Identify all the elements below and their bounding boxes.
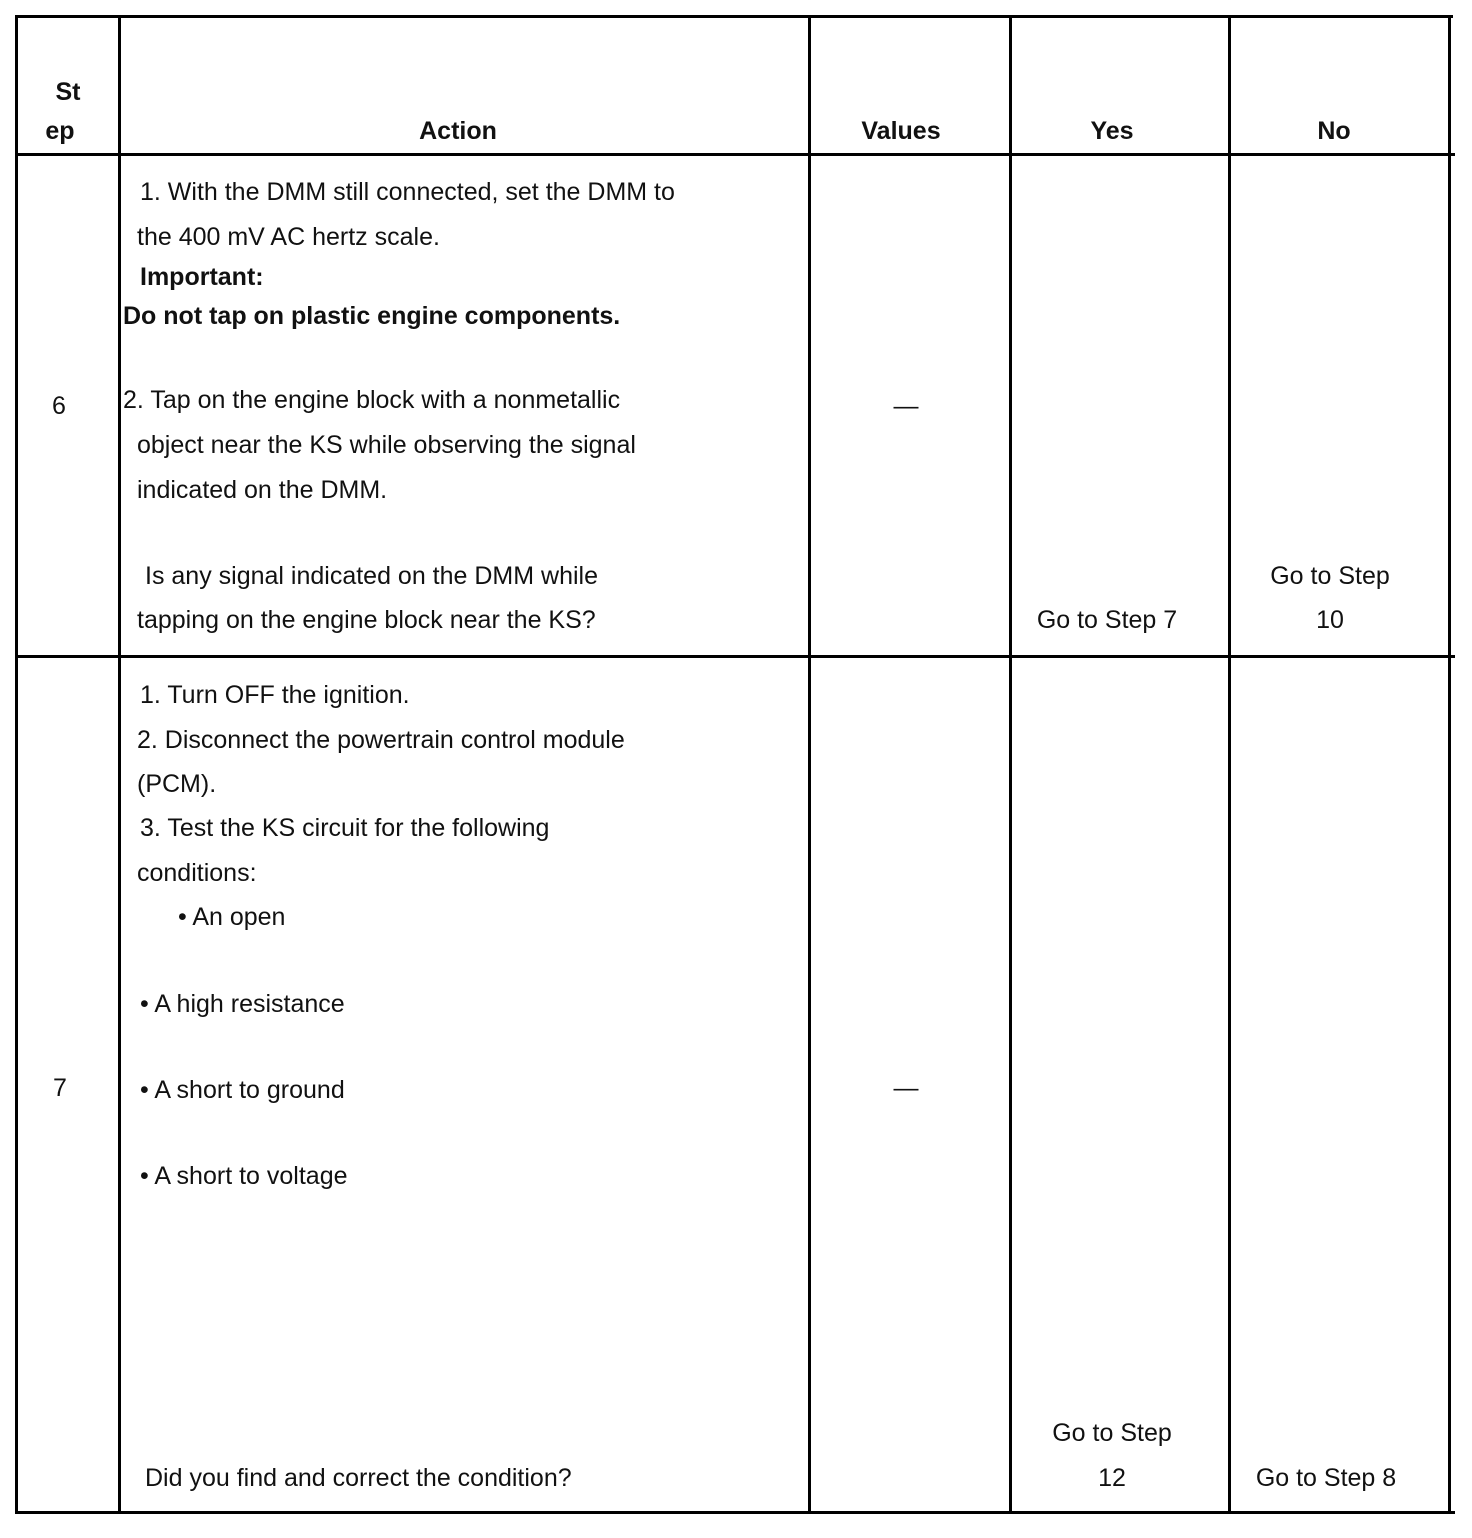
row7-action-line3: (PCM). (137, 770, 217, 798)
row7-action-line5: conditions: (137, 859, 257, 887)
col-divider-no (1228, 15, 1231, 1514)
row7-yes-line1: Go to Step (1052, 1419, 1172, 1447)
col-divider-yes (1009, 15, 1012, 1514)
row6-action-line2: the 400 mV AC hertz scale. (137, 223, 440, 251)
row7-action-line4: 3. Test the KS circuit for the following (140, 814, 550, 842)
row6-important-note: Do not tap on plastic engine components. (123, 302, 621, 330)
row6-question-line2: tapping on the engine block near the KS? (137, 606, 596, 634)
row7-value: — (893, 1074, 919, 1102)
row7-step: 7 (53, 1074, 67, 1102)
col-divider-action (118, 15, 121, 1514)
row6-value: — (893, 392, 919, 420)
table-border-left (15, 15, 18, 1514)
col-divider-values (808, 15, 811, 1514)
header-action: Action (419, 117, 497, 145)
row6-action-line6: object near the KS while observing the signal (137, 431, 636, 459)
row6-action-line5: 2. Tap on the engine block with a nonmetallic (123, 386, 621, 414)
row-divider (18, 655, 1455, 658)
header-no: No (1317, 117, 1351, 145)
header-yes: Yes (1090, 117, 1134, 145)
header-step-line1: St (55, 78, 81, 106)
row6-no-line1: Go to Step (1270, 562, 1390, 590)
row7-bullet-open: • An open (178, 903, 286, 931)
row7-bullet-short-ground: • A short to ground (140, 1076, 345, 1104)
table-border-bottom (18, 1511, 1455, 1514)
row6-yes: Go to Step 7 (1036, 606, 1178, 634)
row7-bullet-high-resistance: • A high resistance (140, 990, 345, 1018)
row6-action-line7: indicated on the DMM. (137, 476, 388, 504)
row6-question-line1: Is any signal indicated on the DMM while (145, 562, 599, 590)
row7-action-line1: 1. Turn OFF the ignition. (140, 681, 410, 709)
row6-step: 6 (52, 392, 66, 420)
row7-bullet-short-voltage: • A short to voltage (140, 1162, 348, 1190)
row7-action-line2: 2. Disconnect the powertrain control module (137, 726, 625, 754)
header-values: Values (861, 117, 941, 145)
row6-action-line1: 1. With the DMM still connected, set the DMM to (140, 178, 675, 206)
header-step-line2: ep (45, 117, 75, 145)
row7-question: Did you find and correct the condition? (145, 1464, 572, 1492)
row7-yes-line2: 12 (1098, 1464, 1126, 1492)
header-divider (15, 153, 1455, 156)
row6-important-label: Important: (140, 263, 264, 291)
table-border-top (15, 15, 1453, 18)
row7-no: Go to Step 8 (1255, 1464, 1397, 1492)
row6-no-line2: 10 (1316, 606, 1344, 634)
table-border-right (1448, 15, 1451, 1514)
